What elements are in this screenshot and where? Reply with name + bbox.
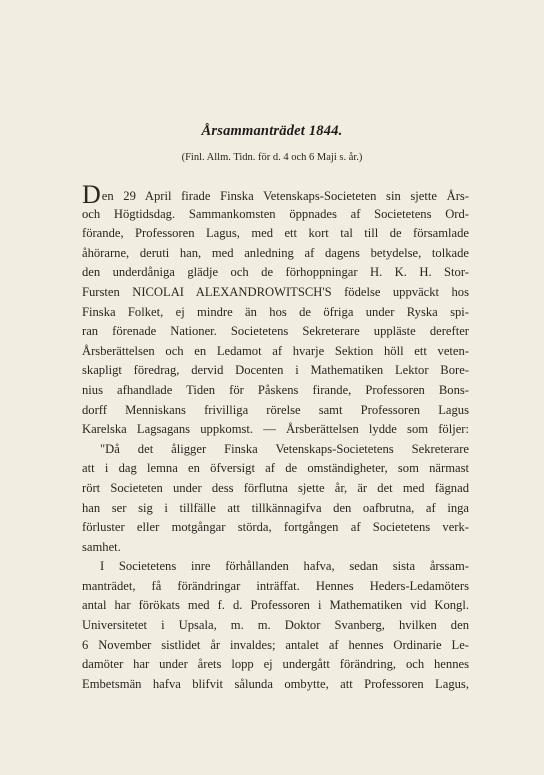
- text-line: manträdet, få förändringar inträffat. Hennes Heders-Ledamöters: [82, 578, 469, 593]
- text-line: ran förenade Nationer. Societetens Sekreterare uppläste derefter: [82, 324, 469, 339]
- page-title: Årsammanträdet 1844.: [201, 123, 343, 139]
- text-line: Karelska Lagsagans uppkomst. — Årsberättelsen lydde som följer:: [82, 422, 469, 437]
- text-line: 6 November sistlidet år invaldes; antalet af hennes Ordinarie Le-: [82, 637, 469, 652]
- page-subtitle: (Finl. Allm. Tidn. för d. 4 och 6 Maji s. år.): [181, 152, 363, 163]
- text-line: förluster eller motgångar störda, fortgången af Societetens verk-: [82, 520, 469, 535]
- text-line: Embetsmän hafva blifvit sålunda ombytte, att Professoren Lagus,: [82, 676, 469, 691]
- text-line: Finska Folket, ej mindre än hos de öfriga under Ryska spi-: [82, 304, 469, 319]
- text-line: förande, Professoren Lagus, med ett kort tal till de församlade: [82, 226, 469, 241]
- text-line: Årsberättelsen och en Ledamot af hvarje Sektion höll ett veten-: [82, 343, 469, 358]
- text-line: rört Societeten under dess förflutna sjette år, är det med fägnad: [82, 480, 469, 495]
- text-line: den underdåniga glädje och de förhoppningar H. K. H. Stor-: [82, 265, 469, 280]
- text-line: damöter har under årets lopp ej undergått förändring, och hennes: [82, 657, 469, 672]
- text-line: åhörarne, deruti han, med anledning af dagens betydelse, tolkade: [82, 245, 469, 260]
- text-line: skapligt föredrag, dervid Docenten i Mathematiken Lektor Bore-: [82, 363, 469, 378]
- text-line-rest: en 29 April firade Finska Vetenskaps-Societeten sin sjette Års-: [101, 189, 469, 203]
- text-line: och Högtidsdag. Sammankomsten öppnades af Societetens Ord-: [82, 206, 469, 221]
- text-line: antal har förökats med f. d. Professoren i Mathematiken vid Kongl.: [82, 598, 469, 613]
- body-text: [82, 185, 469, 694]
- text-line: Universitetet i Upsala, m. m. Doktor Svanberg, hvilken den: [82, 618, 469, 633]
- drop-cap: D: [82, 185, 101, 205]
- text-line: samhet.: [82, 539, 121, 554]
- text-line: han ser sig i tillfälle att tillkännagifva den oafbrutna, af inga: [82, 500, 469, 515]
- text-line: Fursten NICOLAI ALEXANDROWITSCH'S födelse uppväckt hos: [82, 284, 469, 299]
- text-line: I Societetens inre förhållanden hafva, sedan sista årssam-: [100, 559, 469, 574]
- text-line: att i dag lemna en öfversigt af de omständigheter, som närmast: [82, 461, 469, 476]
- text-line: dorff Menniskans frivilliga rörelse samt Professoren Lagus: [82, 402, 469, 417]
- text-line: [82, 185, 469, 205]
- text-line: nius afhandlade Tiden för Påskens firande, Professoren Bons-: [82, 382, 469, 397]
- text-line: "Då det åligger Finska Vetenskaps-Societetens Sekreterare: [100, 441, 469, 456]
